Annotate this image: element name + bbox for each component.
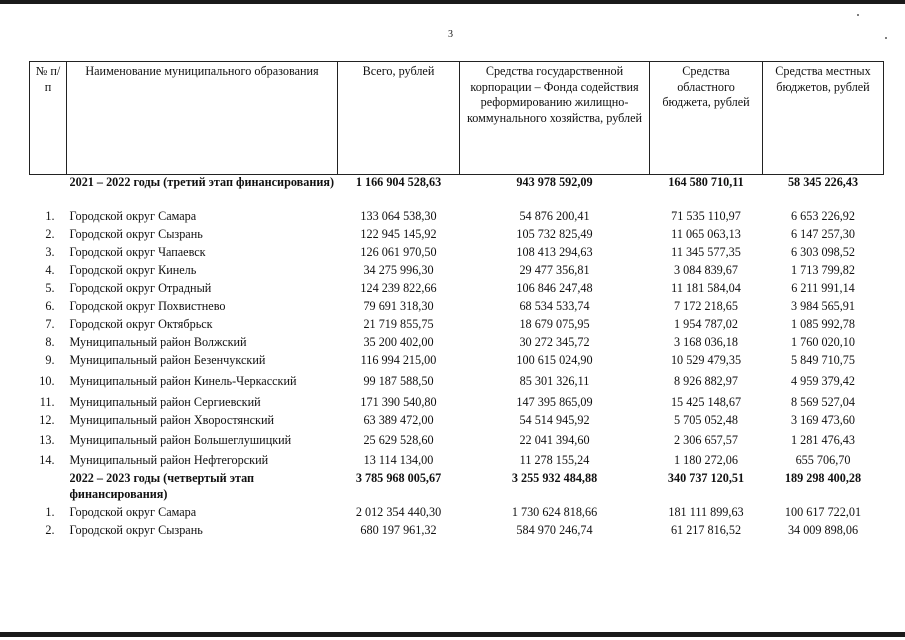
row-fund: 68 534 533,74 xyxy=(519,299,590,313)
row-regional: 3 168 036,18 xyxy=(674,335,738,349)
row-regional: 1 954 787,02 xyxy=(674,317,738,331)
row-name: Муниципальный район Нефтегорский xyxy=(69,453,269,468)
row-name: Городской округ Октябрьск xyxy=(69,317,213,331)
section-fund: 943 978 592,09 xyxy=(516,175,593,189)
row-number: 1. xyxy=(45,209,55,223)
row-fund: 18 679 075,95 xyxy=(519,317,590,331)
table-row xyxy=(30,353,884,371)
header-regional: Средства областного бюджета, рублей xyxy=(650,62,763,175)
section-local: 189 298 400,28 xyxy=(784,471,862,485)
row-fund: 85 301 326,11 xyxy=(519,373,590,388)
row-name: Городской округ Отрадный xyxy=(69,281,212,295)
row-local: 1 281 476,43 xyxy=(791,433,855,448)
row-regional: 15 425 148,67 xyxy=(670,394,742,409)
row-local: 1 713 799,82 xyxy=(791,263,855,277)
row-local: 6 303 098,52 xyxy=(791,245,855,259)
row-total: 116 994 215,00 xyxy=(360,353,437,367)
row-number: 7. xyxy=(45,317,55,331)
header-municipality: Наименование муниципального образования xyxy=(67,62,338,175)
row-total: 21 719 855,75 xyxy=(363,317,434,331)
row-total: 35 200 402,00 xyxy=(363,335,434,349)
table-row xyxy=(30,263,884,281)
section-regional: 164 580 710,11 xyxy=(668,175,744,189)
row-local: 1 085 992,78 xyxy=(791,317,855,331)
table-row xyxy=(30,431,884,451)
row-total: 171 390 540,80 xyxy=(360,394,437,409)
row-local: 5 849 710,75 xyxy=(791,353,855,367)
row-fund: 1 730 624 818,66 xyxy=(511,505,598,519)
table-row xyxy=(30,209,884,227)
section-regional: 340 737 120,51 xyxy=(667,471,745,485)
row-fund: 30 272 345,72 xyxy=(519,335,590,349)
row-local: 4 959 379,42 xyxy=(791,373,855,388)
row-local: 8 569 527,04 xyxy=(791,394,855,409)
row-regional: 11 065 063,13 xyxy=(671,227,741,241)
page-number: 3 xyxy=(448,29,453,40)
row-name: Муниципальный район Безенчукский xyxy=(69,353,266,367)
table-row xyxy=(30,335,884,353)
row-regional: 2 306 657,57 xyxy=(674,433,738,448)
row-number: 12. xyxy=(39,413,55,427)
row-total: 124 239 822,66 xyxy=(360,281,437,295)
row-local: 3 169 473,60 xyxy=(791,413,855,427)
row-total: 99 187 588,50 xyxy=(363,373,434,388)
row-regional: 8 926 882,97 xyxy=(674,373,738,388)
header-fund: Средства государственной корпорации – Фонда содействия реформированию жилищно-коммунального хозяйства, рублей xyxy=(460,62,650,175)
row-total: 2 012 354 440,30 xyxy=(355,505,442,519)
header-number: № п/п xyxy=(30,62,67,175)
row-name: Городской округ Кинель xyxy=(69,263,197,277)
row-fund: 54 876 200,41 xyxy=(519,209,590,223)
row-total: 25 629 528,60 xyxy=(363,433,434,448)
row-number: 8. xyxy=(45,335,55,349)
table-header-row xyxy=(30,62,884,175)
row-name: Муниципальный район Кинель-Черкасский xyxy=(69,373,297,388)
header-total: Всего, рублей xyxy=(338,62,460,175)
table-row xyxy=(30,317,884,335)
row-regional: 10 529 479,35 xyxy=(670,353,742,367)
row-total: 63 389 472,00 xyxy=(363,413,434,427)
table-row xyxy=(30,505,884,523)
row-total: 126 061 970,50 xyxy=(360,245,437,259)
bottom-border-line xyxy=(0,632,905,637)
row-total: 133 064 538,30 xyxy=(360,209,437,223)
row-regional: 181 111 899,63 xyxy=(668,505,744,519)
row-number: 11. xyxy=(39,394,55,409)
row-name: Городской округ Чапаевск xyxy=(69,245,206,259)
row-fund: 584 970 246,74 xyxy=(516,523,593,537)
row-name: Городской округ Самара xyxy=(69,209,197,223)
row-number: 14. xyxy=(39,453,55,468)
row-regional: 7 172 218,65 xyxy=(674,299,738,313)
section-title: 2021 – 2022 годы (третий этап финансирования) xyxy=(69,175,335,189)
row-number: 3. xyxy=(45,245,55,259)
row-total: 122 945 145,92 xyxy=(360,227,437,241)
row-fund: 108 413 294,63 xyxy=(516,245,593,259)
row-fund: 106 846 247,48 xyxy=(516,281,593,295)
row-total: 79 691 318,30 xyxy=(363,299,434,313)
row-local: 6 147 257,30 xyxy=(791,227,855,241)
table-row xyxy=(30,281,884,299)
row-local: 3 984 565,91 xyxy=(791,299,855,313)
row-number: 2. xyxy=(45,523,55,537)
row-local: 1 760 020,10 xyxy=(791,335,855,349)
section-row-2021-2022 xyxy=(30,175,884,210)
table-row xyxy=(30,451,884,471)
row-name: Городской округ Похвистнево xyxy=(69,299,226,313)
row-name: Муниципальный район Волжский xyxy=(69,335,247,349)
table-row xyxy=(30,523,884,541)
row-local: 6 211 991,14 xyxy=(791,281,855,295)
row-local: 34 009 898,06 xyxy=(787,523,859,537)
row-regional: 3 084 839,67 xyxy=(674,263,738,277)
section-local: 58 345 226,43 xyxy=(787,175,859,189)
row-name: Городской округ Сызрань xyxy=(69,523,203,537)
row-regional: 5 705 052,48 xyxy=(674,413,738,427)
row-fund: 105 732 825,49 xyxy=(516,227,593,241)
row-regional: 1 180 272,06 xyxy=(674,453,738,468)
row-fund: 22 041 394,60 xyxy=(519,433,590,448)
financing-table xyxy=(29,61,884,541)
table-row xyxy=(30,245,884,263)
row-total: 34 275 996,30 xyxy=(363,263,434,277)
row-number: 4. xyxy=(45,263,55,277)
row-total: 680 197 961,32 xyxy=(360,523,437,537)
row-fund: 100 615 024,90 xyxy=(516,353,593,367)
row-fund: 11 278 155,24 xyxy=(519,453,590,468)
row-number: 9. xyxy=(45,353,55,367)
row-number: 1. xyxy=(45,505,55,519)
table-row xyxy=(30,413,884,431)
row-total: 13 114 134,00 xyxy=(363,453,434,468)
row-number: 10. xyxy=(39,373,55,388)
row-regional: 61 217 816,52 xyxy=(670,523,742,537)
row-local: 100 617 722,01 xyxy=(784,505,862,519)
row-local: 6 653 226,92 xyxy=(791,209,855,223)
section-row-2022-2023 xyxy=(30,471,884,505)
row-local: 655 706,70 xyxy=(795,453,851,468)
row-name: Муниципальный район Большеглушицкий xyxy=(69,433,292,448)
row-name: Муниципальный район Хворостянский xyxy=(69,413,274,427)
section-total: 1 166 904 528,63 xyxy=(355,175,442,189)
row-name: Городской округ Сызрань xyxy=(69,227,203,241)
row-name: Городской округ Самара xyxy=(69,505,197,519)
scan-speck xyxy=(857,14,859,16)
row-number: 13. xyxy=(39,433,55,448)
row-name: Муниципальный район Сергиевский xyxy=(69,394,261,409)
row-regional: 71 535 110,97 xyxy=(671,209,741,223)
scan-speck xyxy=(885,37,887,39)
table-row xyxy=(30,392,884,413)
top-border-line xyxy=(0,0,905,4)
header-local: Средства местных бюджетов, рублей xyxy=(763,62,884,175)
section-fund: 3 255 932 484,88 xyxy=(511,471,598,485)
row-fund: 54 514 945,92 xyxy=(519,413,590,427)
section-title: 2022 – 2023 годы (четвертый этап финансирования) xyxy=(69,471,255,501)
row-regional: 11 181 584,04 xyxy=(671,281,741,295)
row-fund: 147 395 865,09 xyxy=(516,394,593,409)
table-row xyxy=(30,227,884,245)
row-fund: 29 477 356,81 xyxy=(519,263,590,277)
section-total: 3 785 968 005,67 xyxy=(355,471,442,485)
table-row xyxy=(30,371,884,392)
row-regional: 11 345 577,35 xyxy=(671,245,741,259)
row-number: 5. xyxy=(45,281,55,295)
row-number: 6. xyxy=(45,299,55,313)
row-number: 2. xyxy=(45,227,55,241)
table-row xyxy=(30,299,884,317)
